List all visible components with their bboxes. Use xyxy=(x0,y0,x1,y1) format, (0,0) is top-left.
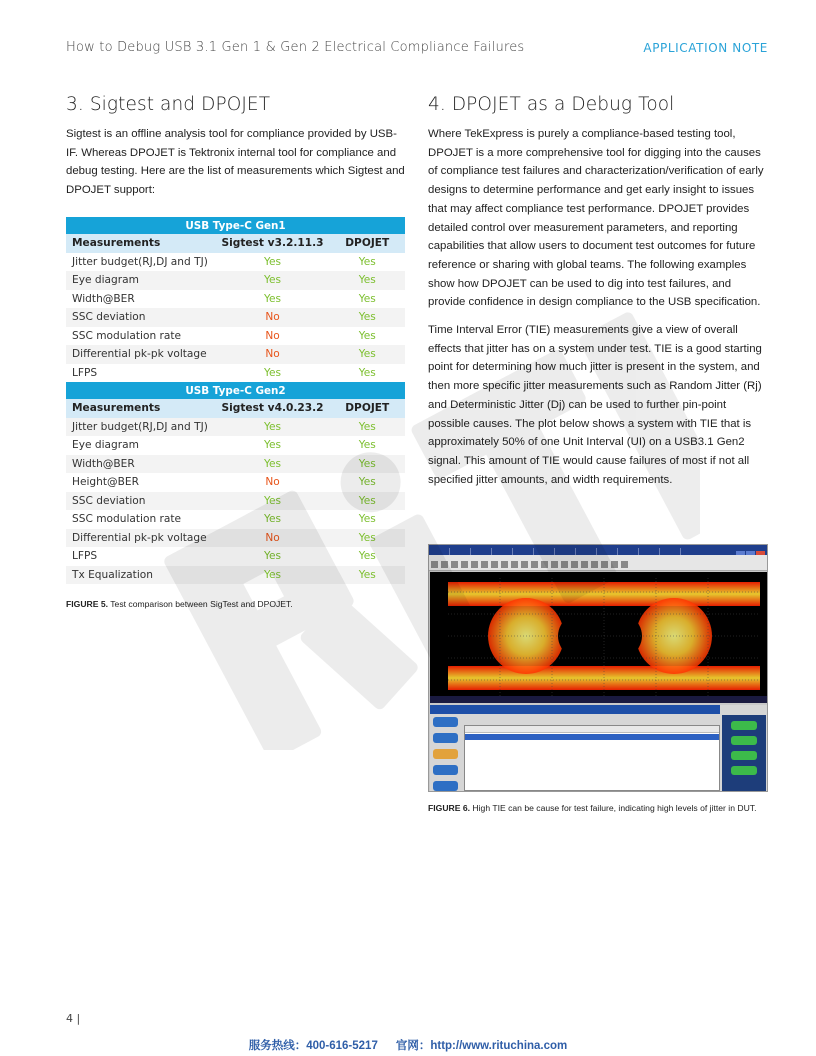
scope-toolbar xyxy=(429,555,767,571)
table-header-row xyxy=(66,399,405,418)
table-column-header: Sigtest v3.2.11.3 xyxy=(216,234,330,253)
support-value: Yes xyxy=(216,547,330,566)
table-row xyxy=(66,418,405,437)
support-value: Yes xyxy=(330,253,405,272)
support-value: No xyxy=(216,345,330,364)
figure-5-text: Test comparison between SigTest and DPOJET. xyxy=(108,599,293,609)
support-value: Yes xyxy=(216,492,330,511)
figure-6-caption xyxy=(428,802,768,814)
measurement-name: SSC modulation rate xyxy=(66,327,216,346)
support-value: Yes xyxy=(330,327,405,346)
support-value: Yes xyxy=(330,547,405,566)
table-row xyxy=(66,529,405,548)
page-header xyxy=(66,40,768,60)
support-value: Yes xyxy=(216,418,330,437)
measurement-name: SSC deviation xyxy=(66,492,216,511)
table-row xyxy=(66,492,405,511)
left-column xyxy=(66,94,406,200)
eye-diagram-graphic xyxy=(430,572,768,703)
results-list xyxy=(464,725,720,791)
support-value: Yes xyxy=(216,364,330,383)
section-4-paragraph-1: Where TekExpress is purely a compliance-based testing tool, DPOJET is a more comprehensive tool for digging into the causes of compliance test failures and characterization/verification of early designs to determine performance and get early insight to issues that may affect compliance test performance. DPOJET provides detailed control over measurement parameters, and reporting capabilities that allow users to document test outcomes for future reference or sharing with global teams. The following examples show how DPOJET can be used to dig into test failures, and provide confidence in design compliance to the USB specification. xyxy=(428,128,764,309)
table-section-band xyxy=(66,217,405,234)
table-row xyxy=(66,290,405,309)
support-value: Yes xyxy=(330,418,405,437)
support-value: Yes xyxy=(330,529,405,548)
section-4-heading: 4. DPOJET as a Debug Tool xyxy=(428,94,675,115)
table-row xyxy=(66,327,405,346)
support-value: Yes xyxy=(330,566,405,585)
table-header-row xyxy=(66,234,405,253)
measurement-name: Differential pk-pk voltage xyxy=(66,345,216,364)
support-value: No xyxy=(216,327,330,346)
table-column-header: Measurements xyxy=(66,399,216,418)
measurement-name: Width@BER xyxy=(66,290,216,309)
support-value: Yes xyxy=(330,308,405,327)
support-value: Yes xyxy=(216,455,330,474)
measurement-name: SSC modulation rate xyxy=(66,510,216,529)
table-column-header: DPOJET xyxy=(330,399,405,418)
table-row xyxy=(66,566,405,585)
measurement-name: Eye diagram xyxy=(66,271,216,290)
panel-run-controls xyxy=(722,715,766,791)
section-3-heading: 3. Sigtest and DPOJET xyxy=(66,94,271,115)
comparison-table xyxy=(66,217,405,584)
figure-6-label: FIGURE 6. xyxy=(428,803,471,813)
support-value: Yes xyxy=(330,510,405,529)
support-value: Yes xyxy=(330,345,405,364)
page-number: 4 | xyxy=(66,1012,81,1025)
measurement-name: LFPS xyxy=(66,364,216,383)
measurement-name: Jitter budget(RJ,DJ and TJ) xyxy=(66,418,216,437)
table-section-title: USB Type-C Gen2 xyxy=(66,382,405,399)
table-row xyxy=(66,253,405,272)
analysis-panel xyxy=(430,705,768,792)
support-value: Yes xyxy=(216,253,330,272)
measurement-name: Jitter budget(RJ,DJ and TJ) xyxy=(66,253,216,272)
table-row xyxy=(66,436,405,455)
table-row xyxy=(66,547,405,566)
application-note-tag: APPLICATION NOTE xyxy=(643,41,768,55)
support-value: Yes xyxy=(330,364,405,383)
support-value: No xyxy=(216,473,330,492)
support-value: Yes xyxy=(330,436,405,455)
figure-6-text: High TIE can be cause for test failure, indicating high levels of jitter in DUT. xyxy=(470,803,757,813)
window-buttons xyxy=(735,546,765,554)
measurement-name: Height@BER xyxy=(66,473,216,492)
panel-side-buttons xyxy=(433,717,459,792)
eye-diagram-display xyxy=(430,572,768,703)
figure-5-label: FIGURE 5. xyxy=(66,599,109,609)
support-value: No xyxy=(216,308,330,327)
support-value: Yes xyxy=(330,290,405,309)
support-value: Yes xyxy=(330,492,405,511)
measurement-name: LFPS xyxy=(66,547,216,566)
table-column-header: Sigtest v4.0.23.2 xyxy=(216,399,330,418)
footer-hotline: 服务热线：400-616-5217 xyxy=(248,1040,378,1052)
page-footer xyxy=(0,1037,816,1053)
panel-title-bar xyxy=(430,705,720,714)
table-column-header: Measurements xyxy=(66,234,216,253)
support-value: Yes xyxy=(330,473,405,492)
document-title: How to Debug USB 3.1 Gen 1 & Gen 2 Electrical Compliance Failures xyxy=(66,40,525,55)
table-row xyxy=(66,455,405,474)
measurement-name: Tx Equalization xyxy=(66,566,216,585)
scope-menubar xyxy=(429,545,767,555)
section-4-paragraph-2: Time Interval Error (TIE) measurements give a view of overall effects that jitter has on a system under test. TIE is a good starting point for determining how much jitter is present in the system, and then more specific jitter measurements such as Random Jitter (Rj) and Deterministic Jitter (Dj) can be used to further pin-point possible causes. The plot below shows a system with TIE that is approximately 50% of one Unit Interval (UI) on a USB3.1 Gen2 signal. This amount of TIE would cause failures of most if not all specified jitter amounts, and width requirements. xyxy=(428,324,762,486)
measurement-name: Differential pk-pk voltage xyxy=(66,529,216,548)
support-value: Yes xyxy=(216,510,330,529)
measurement-name: Width@BER xyxy=(66,455,216,474)
footer-website-link[interactable]: 官网：http://www.rituchina.com xyxy=(395,1040,568,1052)
dpojet-screenshot xyxy=(428,544,768,792)
support-value: Yes xyxy=(330,455,405,474)
table-row xyxy=(66,308,405,327)
table-section-title: USB Type-C Gen1 xyxy=(66,217,405,234)
table-row xyxy=(66,510,405,529)
right-column xyxy=(428,94,768,489)
table-section-band xyxy=(66,382,405,399)
table-row xyxy=(66,473,405,492)
support-value: Yes xyxy=(216,290,330,309)
measurement-name: Eye diagram xyxy=(66,436,216,455)
comparison-table-body xyxy=(66,217,405,584)
table-row xyxy=(66,271,405,290)
section-3-paragraph: Sigtest is an offline analysis tool for compliance provided by USB-IF. Whereas DPOJET is Tektronix internal tool for compliance and debug testing. Here are the list of measurements which Sigtest and DPOJET support: xyxy=(66,128,405,197)
support-value: Yes xyxy=(216,566,330,585)
support-value: Yes xyxy=(330,271,405,290)
measurement-name: SSC deviation xyxy=(66,308,216,327)
table-column-header: DPOJET xyxy=(330,234,405,253)
figure-5-caption xyxy=(66,598,406,610)
support-value: Yes xyxy=(216,436,330,455)
table-row xyxy=(66,364,405,383)
table-row xyxy=(66,345,405,364)
support-value: No xyxy=(216,529,330,548)
support-value: Yes xyxy=(216,271,330,290)
